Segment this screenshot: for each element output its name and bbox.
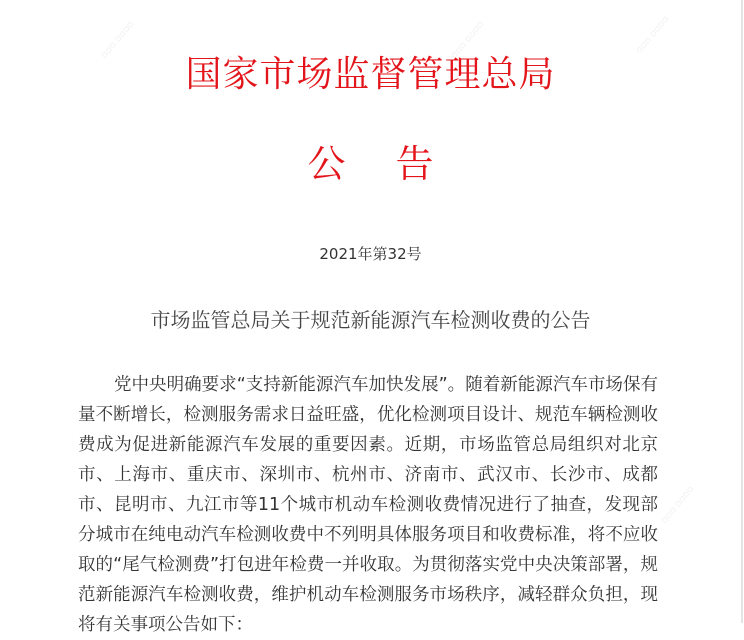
- page-edge-divider: [741, 0, 743, 623]
- watermark: ▫▫▫ ▫▫▫▫: [634, 14, 672, 56]
- watermark: ▫▫▫ ▫▫▫▫: [99, 19, 137, 61]
- notice-title: [0, 140, 741, 188]
- notice-title-char-1: 公: [307, 142, 346, 186]
- watermark: ▫▫▫ ▫▫▫▫: [449, 19, 487, 61]
- document-number: 2021年第32号: [319, 245, 422, 263]
- announcement-title: 市场监管总局关于规范新能源汽车检测收费的公告: [150, 308, 591, 332]
- notice-title-char-2: 告: [395, 142, 434, 186]
- watermark: ▫▫▫ ▫▫▫▫: [659, 484, 697, 526]
- issuing-agency-heading: 国家市场监督管理总局: [185, 54, 556, 95]
- body-paragraph: 党中央明确要求“支持新能源汽车加快发展”。随着新能源汽车市场保有量不断增长，检测服务需求日益旺盛，优化检测项目设计、规范车辆检测收费成为促进新能源汽车发展的重要因素。近期，市场监管总局组织对北京市、上海市、重庆市、深圳市、杭州市、济南市、武汉市、长沙市、成都市、昆明市、九江市等11个城市机动车检测收费情况进行了抽查，发现部分城市在纯电动汽车检测收费中不列明具体服务项目和收费标准，将不应收取的“尾气检测费”打包进年检费一并收取。为贯彻落实党中央决策部署，规范新能源汽车检测收费，维护机动车检测服务市场秩序，减轻群众负担，现将有关事项公告如下：: [78, 375, 658, 635]
